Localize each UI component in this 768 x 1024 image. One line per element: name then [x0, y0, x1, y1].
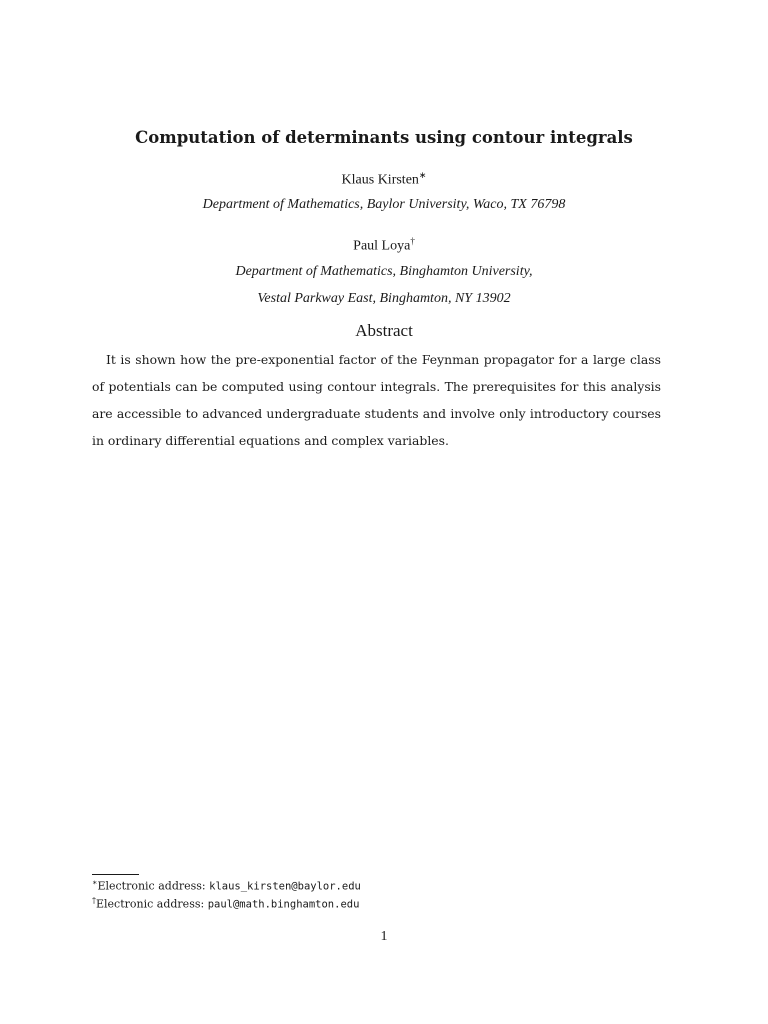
footnote-kirsten: [92, 878, 361, 893]
footnote-email: klaus_kirsten@baylor.edu: [209, 880, 361, 893]
author-name: Paul Loya: [353, 238, 411, 254]
footnote-label: Electronic address:: [96, 897, 205, 911]
affiliation-loya-line-2: Vestal Parkway East, Binghamton, NY 13902: [257, 291, 511, 306]
abstract-body: It is shown how the pre-exponential factor of the Feynman propagator for a large class of potentials can be computed using contour integrals. The prerequisites for this analysis are accessible to advanced undergraduate students and involve only introductory courses in ordinary differential equations and complex variables.: [92, 352, 661, 448]
footnote-loya: [92, 896, 359, 911]
author-name: Klaus Kirsten: [341, 172, 419, 188]
author-name-kirsten: [0, 170, 768, 189]
author-footnote-mark: ∗: [418, 170, 427, 180]
footnote-label: Electronic address:: [97, 879, 206, 893]
page-number: 1: [380, 929, 388, 944]
paper-title: Computation of determinants using contour integrals: [135, 128, 633, 147]
abstract-heading: Abstract: [355, 321, 413, 340]
author-footnote-mark: †: [410, 236, 415, 246]
affiliation-loya-line-1: Department of Mathematics, Binghamton University,: [235, 264, 533, 279]
footnote-mark: †: [92, 896, 96, 905]
author-name-loya: [0, 236, 768, 255]
footnote-email: paul@math.binghamton.edu: [207, 898, 360, 911]
footnote-rule: [92, 874, 139, 875]
footnote-mark: ∗: [92, 878, 98, 887]
affiliation-kirsten: Department of Mathematics, Baylor University, Waco, TX 76798: [202, 197, 566, 212]
